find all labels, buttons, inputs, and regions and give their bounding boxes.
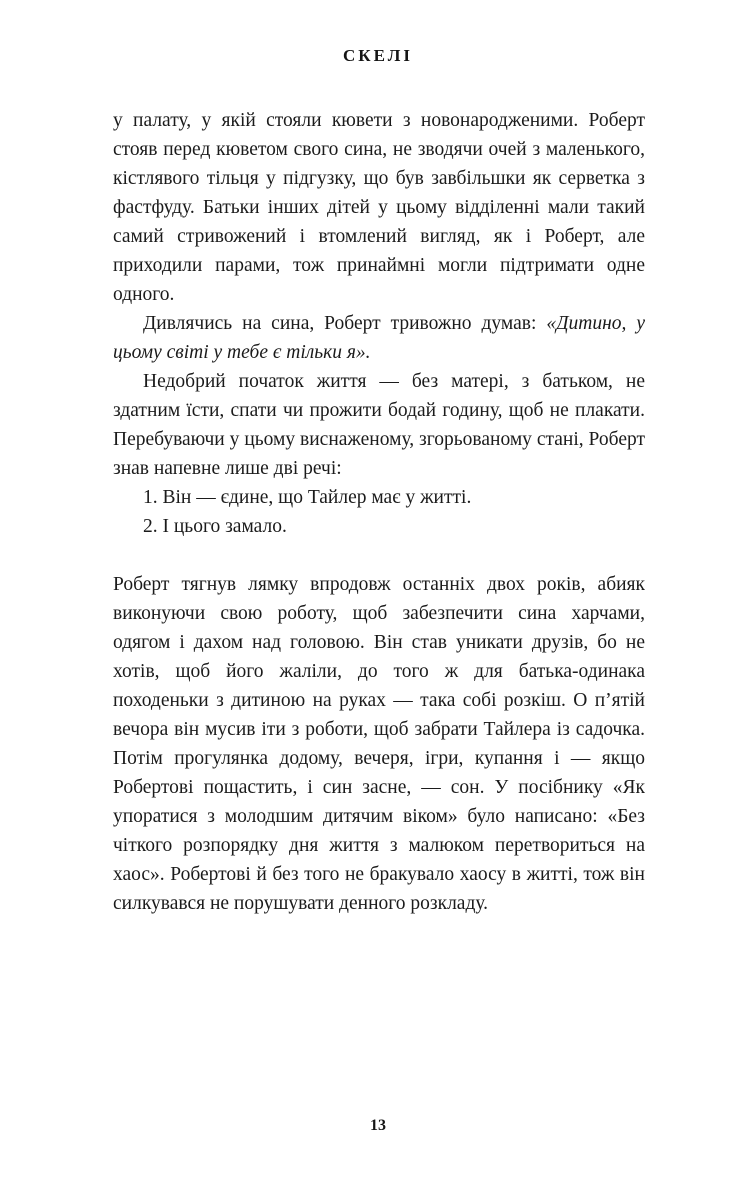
paragraph-thought [113,309,645,367]
list-item-1: 1. Він — єдине, що Тайлер має у житті. [143,487,472,508]
running-title: СКЕЛІ [342,46,413,65]
paragraph-thought-lead: Дивлячись на сина, Роберт тривожно думав: [143,313,547,334]
paragraph-thought-quote: «Дитино, у цьому світі у тебе є тільки я». [113,313,645,363]
paragraph-continuation: у палату, у якій стояли кювети з новонародженими. Роберт стояв перед кюветом свого сина, не зводячи очей з маленького, кістлявого тільця у підгузку, що був завбільшки як серветка з фастфуду. Батьки інших дітей у цьому відділенні мали такий самий стривожений і втомлений вигляд, як і Роберт, але приходили парами, тож принаймні могли підтримати одне одного. [113,110,645,305]
list-item-2: 2. І цього замало. [143,516,287,537]
body-text [113,106,645,918]
section-gap [113,541,645,570]
paragraph-bad-start: Недобрий початок життя — без матері, з батьком, не здатним їсти, спати чи прожити бодай годину, щоб не плакати. Перебуваючи у цьому виснаженому, згорьованому стані, Роберт знав напевне лише дві речі: [113,371,645,479]
paragraph-routine: Роберт тягнув лямку впродовж останніх двох років, абияк виконуючи свою роботу, щоб забезпечити сина харчами, одягом і дахом над головою. Він став уникати друзів, бо не хотів, щоб його жаліли, до того ж для батька-одинака походеньки з дитиною на руках — така собі розкіш. О п’ятій вечора він мусив іти з роботи, щоб забрати Тайлера із садочка. Потім прогулянка додому, вечеря, ігри, купання і — якщо Робертові пощастить, і син засне, — сон. У посібнику «Як упоратися з молодшим дитячим віком» було написано: «Без чіткого розпорядку дня життя з малюком перетвориться на хаос». Робертові й без того не бракувало хаосу в житті, тож він силкувався не порушувати денного розкладу. [113,574,645,914]
page-number: 13 [370,1117,386,1134]
